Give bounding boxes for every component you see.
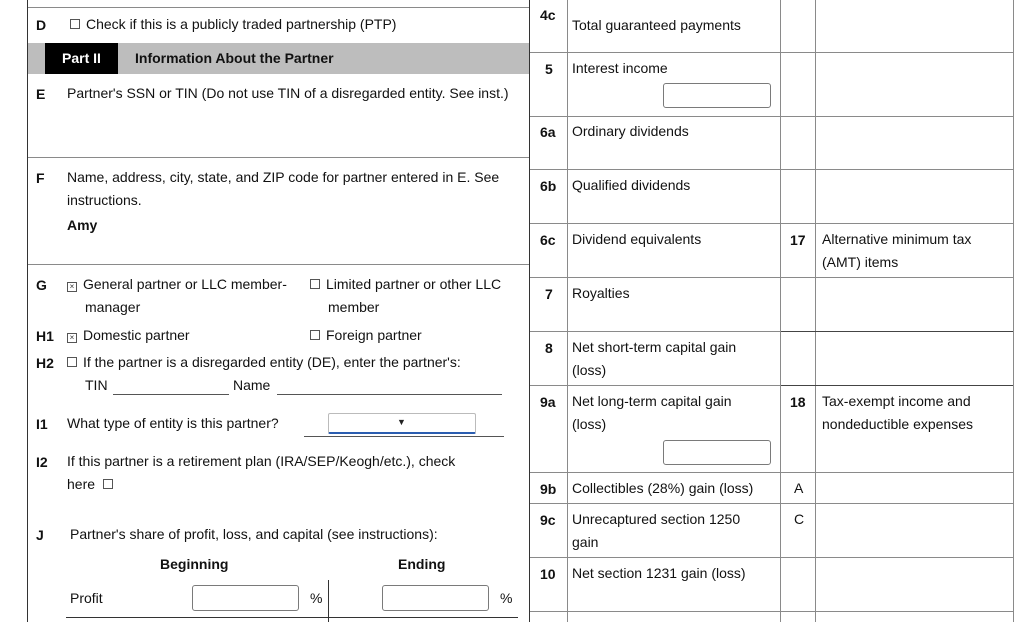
short-term-gain-label: Net short-term capital gain xyxy=(572,339,737,355)
divider xyxy=(66,617,518,618)
retirement-plan-label-2: here xyxy=(67,476,96,492)
line-f-letter: F xyxy=(36,170,45,186)
general-partner-label-2: manager xyxy=(85,299,141,315)
unrecaptured-1250-label: Unrecaptured section 1250 xyxy=(572,511,741,527)
part2-title: Information About the Partner xyxy=(135,50,334,66)
short-term-gain-label-2: (loss) xyxy=(572,362,607,378)
line-9b-num: 9b xyxy=(540,481,557,497)
middle-right-divider xyxy=(780,0,781,622)
percent-sign: % xyxy=(310,590,323,606)
divider xyxy=(781,611,1013,612)
line-h1-letter: H1 xyxy=(36,328,54,344)
beginning-header: Beginning xyxy=(160,556,229,572)
dividend-equivalents-label: Dividend equivalents xyxy=(572,231,702,247)
line-6b-num: 6b xyxy=(540,178,557,194)
de-checkbox[interactable] xyxy=(67,357,77,367)
divider xyxy=(781,557,1013,558)
retirement-plan-checkbox[interactable] xyxy=(103,479,113,489)
amt-items-label-2: (AMT) items xyxy=(822,254,899,270)
line-6c-num: 6c xyxy=(540,232,556,248)
ending-header: Ending xyxy=(398,556,446,572)
divider xyxy=(530,503,781,504)
divider xyxy=(781,223,1013,224)
line-9a-num: 9a xyxy=(540,394,556,410)
divider xyxy=(530,472,781,473)
interest-income-input[interactable] xyxy=(663,83,771,108)
divider xyxy=(530,223,781,224)
general-partner-checkbox[interactable]: × xyxy=(67,282,77,292)
center-divider xyxy=(529,0,530,622)
ssn-label: Partner's SSN or TIN (Do not use TIN of a disregarded entity. See inst.) xyxy=(67,85,509,101)
line-i2-letter: I2 xyxy=(36,454,48,470)
long-term-gain-label-2: (loss) xyxy=(572,416,607,432)
partner-address-label: Name, address, city, state, and ZIP code for partner entered in E. See instructions. xyxy=(67,169,500,208)
foreign-partner-label: Foreign partner xyxy=(326,327,422,343)
divider xyxy=(530,52,781,53)
tax-exempt-label: Tax-exempt income and xyxy=(822,393,971,409)
code-a: A xyxy=(794,480,804,496)
ordinary-dividends-label: Ordinary dividends xyxy=(572,123,689,139)
de-name-label: Name xyxy=(233,377,271,393)
foreign-partner-option[interactable] xyxy=(310,324,422,347)
divider xyxy=(781,331,1013,332)
divider xyxy=(530,277,781,278)
divider xyxy=(781,169,1013,170)
divider xyxy=(530,116,781,117)
amt-items-label: Alternative minimum tax xyxy=(822,231,972,247)
retirement-plan-option[interactable] xyxy=(67,473,119,496)
line-e-letter: E xyxy=(36,86,46,102)
ptp-checkbox[interactable] xyxy=(70,19,80,29)
line-10-num: 10 xyxy=(540,566,556,582)
divider xyxy=(28,264,529,265)
domestic-partner-option[interactable] xyxy=(67,324,190,347)
line-18-num: 18 xyxy=(790,394,806,410)
line-d-letter: D xyxy=(36,17,47,33)
percent-sign: % xyxy=(500,590,513,606)
profit-ending-input[interactable] xyxy=(382,585,489,611)
section-1231-label: Net section 1231 gain (loss) xyxy=(572,565,746,581)
unrecaptured-1250-label-2: gain xyxy=(572,534,599,550)
qualified-dividends-label: Qualified dividends xyxy=(572,177,691,193)
line-6a-num: 6a xyxy=(540,124,556,140)
right-border xyxy=(1013,0,1014,622)
limited-partner-label-2: member xyxy=(328,299,380,315)
chevron-down-icon[interactable]: ▼ xyxy=(397,417,406,427)
general-partner-label: General partner or LLC member- xyxy=(83,276,287,292)
de-tin-input[interactable] xyxy=(113,394,229,395)
line-9c-num: 9c xyxy=(540,512,556,528)
left-border xyxy=(27,0,28,622)
code-c: C xyxy=(794,511,805,527)
share-label: Partner's share of profit, loss, and capital (see instructions): xyxy=(70,526,438,542)
right-code-divider xyxy=(815,0,816,622)
divider xyxy=(781,52,1013,53)
divider xyxy=(28,157,529,158)
line-17-num: 17 xyxy=(790,232,806,248)
guaranteed-payments-label: Total guaranteed payments xyxy=(572,17,741,33)
line-5-num: 5 xyxy=(545,61,553,77)
long-term-gain-label: Net long-term capital gain xyxy=(572,393,732,409)
limited-partner-label: Limited partner or other LLC xyxy=(326,276,502,292)
ptp-label: Check if this is a publicly traded partnership (PTP) xyxy=(86,16,397,32)
general-partner-option[interactable] xyxy=(67,273,287,296)
long-term-gain-input[interactable] xyxy=(663,440,771,465)
domestic-partner-label: Domestic partner xyxy=(83,327,190,343)
divider xyxy=(781,472,1013,473)
part2-header xyxy=(28,43,529,74)
part2-badge: Part II xyxy=(45,43,118,74)
royalties-label: Royalties xyxy=(572,285,630,301)
line-7-num: 7 xyxy=(545,286,553,302)
divider xyxy=(530,611,781,612)
foreign-partner-checkbox[interactable] xyxy=(310,330,320,340)
profit-label: Profit xyxy=(70,590,103,606)
line-4c-num: 4c xyxy=(540,7,556,23)
line-j-letter: J xyxy=(36,527,44,543)
ptp-check-row[interactable] xyxy=(70,13,396,36)
divider xyxy=(530,169,781,170)
divider xyxy=(530,557,781,558)
line-g-letter: G xyxy=(36,277,47,293)
partner-name-value[interactable]: Amy xyxy=(67,217,98,233)
de-label: If the partner is a disregarded entity (DE), enter the partner's: xyxy=(83,354,461,370)
de-tin-label: TIN xyxy=(85,377,108,393)
tax-exempt-label-2: nondeductible expenses xyxy=(822,416,974,432)
divider xyxy=(328,580,329,622)
line-8-num: 8 xyxy=(545,340,553,356)
de-name-input[interactable] xyxy=(277,394,502,395)
divider xyxy=(530,385,781,386)
profit-beginning-input[interactable] xyxy=(192,585,299,611)
divider xyxy=(28,7,529,8)
divider xyxy=(781,116,1013,117)
de-option[interactable] xyxy=(67,351,461,374)
limited-partner-option[interactable] xyxy=(310,273,501,296)
entity-type-label: What type of entity is this partner? xyxy=(67,415,279,431)
line-h2-letter: H2 xyxy=(36,355,54,371)
retirement-plan-label: If this partner is a retirement plan (IRA/SEP/Keogh/etc.), check xyxy=(67,453,456,469)
divider xyxy=(530,331,781,332)
limited-partner-checkbox[interactable] xyxy=(310,279,320,289)
divider xyxy=(781,277,1013,278)
divider xyxy=(781,503,1013,504)
collectibles-label: Collectibles (28%) gain (loss) xyxy=(572,480,754,496)
entity-type-underline xyxy=(304,436,504,437)
entity-type-select[interactable] xyxy=(328,413,476,434)
divider xyxy=(781,385,1013,386)
line-i1-letter: I1 xyxy=(36,416,48,432)
domestic-partner-checkbox[interactable]: × xyxy=(67,333,77,343)
interest-income-label: Interest income xyxy=(572,60,668,76)
middle-num-divider xyxy=(567,0,568,622)
